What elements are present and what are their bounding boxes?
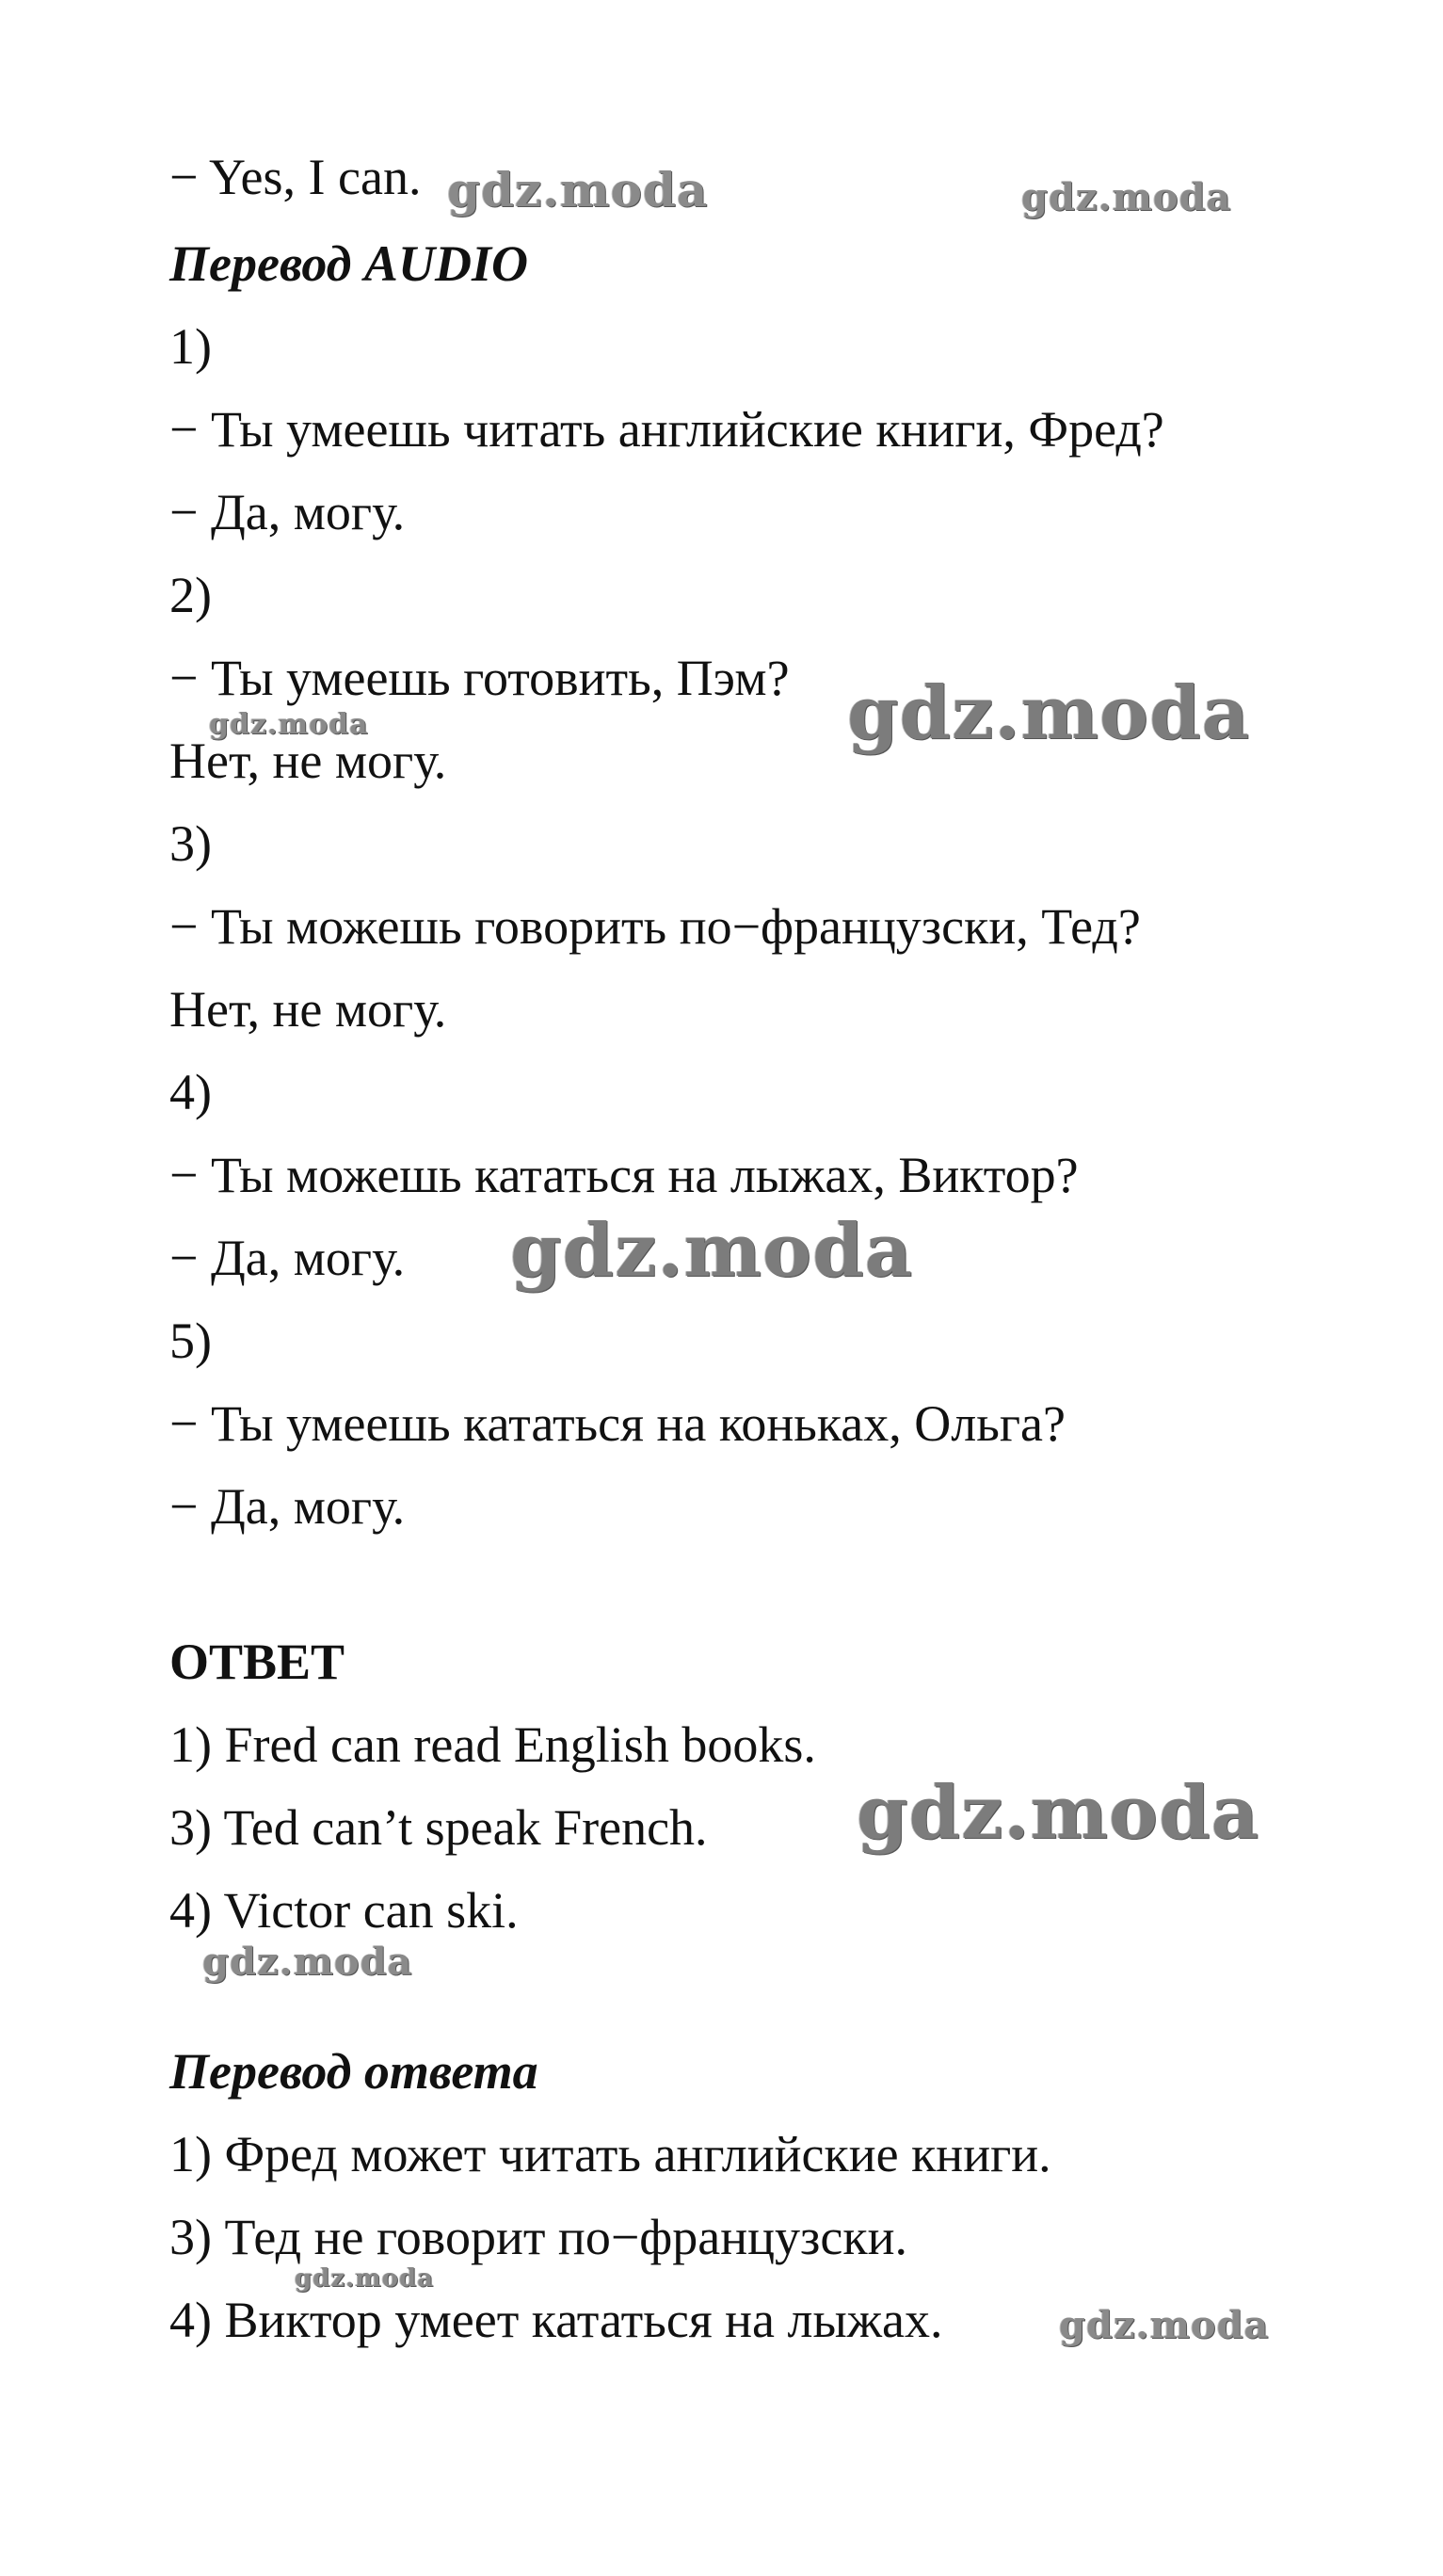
audio-line-7: 3) <box>169 815 212 872</box>
answer-line-4: 4) Victor can ski. <box>169 1882 519 1939</box>
audio-line-5: − Ты умеешь готовить, Пэм? <box>169 650 790 706</box>
audio-line-3: − Да, могу. <box>169 484 406 540</box>
watermark-text: gdz.moda <box>295 2264 435 2293</box>
audio-line-2: − Ты умеешь читать английские книги, Фред? <box>169 401 1164 458</box>
watermark-text: gdz.moda <box>447 162 709 217</box>
audio-line-12: − Да, могу. <box>169 1230 406 1286</box>
answer-heading: ОТВЕТ <box>169 1634 345 1690</box>
audio-line-8: − Ты можешь говорить по−французски, Тед? <box>169 898 1141 955</box>
answer-line-3: 3) Ted can’t speak French. <box>169 1799 708 1856</box>
audio-line-9: Нет, не могу. <box>169 981 447 1038</box>
audio-line-11: − Ты можешь кататься на лыжах, Виктор? <box>169 1147 1079 1203</box>
answer-translation-line-3: 3) Тед не говорит по−французски. <box>169 2209 907 2265</box>
audio-line-14: − Ты умеешь кататься на коньках, Ольга? <box>169 1395 1066 1452</box>
watermark-text: gdz.moda <box>202 1940 413 1984</box>
audio-line-13: 5) <box>169 1312 212 1369</box>
answer-line-1: 1) Fred can read English books. <box>169 1716 816 1773</box>
audio-line-4: 2) <box>169 567 212 623</box>
audio-line-15: − Да, могу. <box>169 1478 406 1535</box>
audio-translation-heading: Перевод AUDIO <box>169 235 528 292</box>
answer-translation-line-1: 1) Фред может читать английские книги. <box>169 2126 1051 2182</box>
audio-line-6: Нет, не могу. <box>169 733 447 789</box>
answer-translation-line-4: 4) Виктор умеет кататься на лыжах. <box>169 2292 943 2348</box>
watermark-text: gdz.moda <box>209 708 369 741</box>
watermark-text: gdz.moda <box>1059 2303 1270 2347</box>
dialogue-end-line: − Yes, I can. <box>169 149 422 205</box>
watermark-text: gdz.moda <box>857 1770 1260 1856</box>
audio-line-1: 1) <box>169 318 212 375</box>
audio-line-10: 4) <box>169 1064 212 1120</box>
watermark-text: gdz.moda <box>510 1208 914 1294</box>
watermark-text: gdz.moda <box>847 670 1251 756</box>
answer-translation-heading: Перевод ответа <box>169 2043 538 2100</box>
watermark-text: gdz.moda <box>1021 175 1232 219</box>
